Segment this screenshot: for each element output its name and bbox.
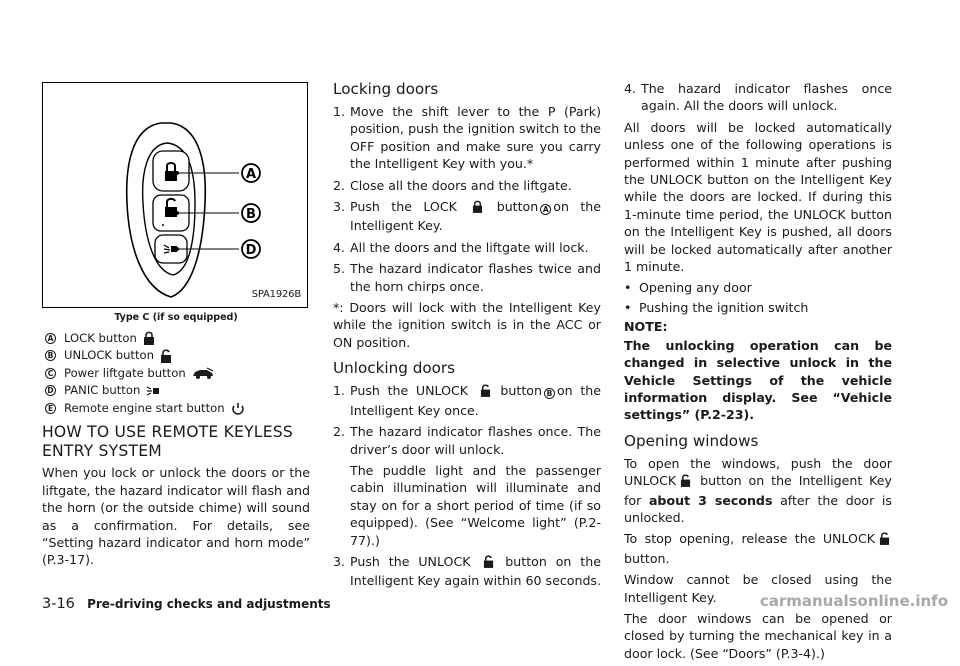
section-heading-remote-keyless: HOW TO USE REMOTE KEYLESS ENTRY SYSTEM: [42, 423, 293, 461]
column-right: [624, 80, 892, 666]
watermark: carmanualsonline.info: [759, 592, 948, 610]
legend-marker-c: C: [45, 368, 56, 379]
unlocking-step-1: 1. Push the UNLOCK button B on the Intelligent Key once.: [333, 383, 601, 418]
legend-label: UNLOCK button: [64, 348, 154, 363]
key-fob-figure: [42, 82, 308, 308]
legend-label: PANIC button: [64, 383, 141, 398]
figure-id: SPA1926B: [251, 288, 301, 300]
unlock-icon: [680, 474, 691, 491]
column-left: [42, 82, 310, 573]
windows-paragraph-2: To stop opening, release the UNLOCK button.: [624, 530, 892, 567]
unlocking-step-4: 4. The hazard indicator flashes once again. All the doors will unlock.: [624, 81, 892, 114]
locking-step-3: 3. Push the LOCK button A on the Intelligent Key.: [333, 199, 601, 234]
opening-windows-title: Opening windows: [624, 431, 759, 450]
callout-d: [242, 240, 260, 258]
locking-footnote: *: Doors will lock with the Intelligent Key while the ignition switch is in the ACC or ON position.: [333, 300, 601, 350]
legend-marker-a: A: [45, 333, 56, 344]
unlock-icon: [483, 555, 494, 572]
legend-item-unlock: [42, 347, 310, 365]
marker-b: B: [544, 388, 555, 399]
locking-doors-title: Locking doors: [333, 80, 439, 98]
list-item: • Opening any door: [624, 280, 752, 296]
legend-item-remote-start: [42, 400, 310, 418]
section-title: Pre-driving checks and adjustments: [87, 597, 331, 611]
unlocking-step-2-detail: The puddle light and the passenger cabin illumination will illuminate and stay on for a short period of time (if so equipped). (See “Welcome light” (P.2-77).): [350, 462, 601, 548]
legend-marker-d: D: [45, 385, 56, 396]
unlock-icon: [160, 349, 172, 363]
legend-item-lock: [42, 329, 310, 347]
unlock-icon: [480, 384, 491, 401]
unlocking-step-3: 3. Push the UNLOCK button on the Intelligent Key again within 60 seconds.: [333, 553, 602, 589]
remote-start-icon: [231, 402, 245, 416]
remote-keyless-paragraph: When you lock or unlock the doors or the liftgate, the hazard indicator will flash and the horn (or the outside chime) will sound as a confirmation. For details, see “Setting hazard indicator and horn mode” (P.3-17).: [42, 465, 310, 568]
marker-a: A: [540, 204, 551, 215]
column-middle: [333, 80, 601, 594]
svg-text:D: D: [245, 243, 257, 258]
legend-item-power-liftgate: [42, 365, 310, 383]
svg-text:B: B: [246, 207, 256, 222]
lock-icon: [472, 200, 483, 217]
locking-step-1: 1. Move the shift lever to the P (Park) position, push the ignition switch to the OFF position and make sure you carry the Intelligent Key with you.*: [333, 104, 601, 172]
windows-paragraph-4: The door windows can be opened or closed by turning the mechanical key in a door lock. (See “Doors” (P.3-4).): [624, 610, 892, 661]
legend-marker-b: B: [45, 350, 56, 361]
legend-label: LOCK button: [64, 330, 137, 345]
windows-paragraph-1: To open the windows, push the door UNLOCK button on the Intelligent Key for about 3 seconds after the door is unlocked.: [624, 455, 892, 525]
figure-caption: Type C (if so equipped): [114, 312, 238, 323]
key-fob-illustration: [43, 83, 307, 307]
panic-horn-icon: [146, 385, 160, 397]
lock-icon: [143, 331, 155, 345]
legend-label: Power liftgate button: [64, 365, 186, 380]
locking-step-5: 5. The hazard indicator flashes twice and the horn chirps once.: [333, 261, 601, 294]
unlocking-step-2: 2. The hazard indicator flashes once. The driver’s door will unlock.: [333, 424, 601, 457]
page-number: 3-16: [42, 596, 75, 612]
callout-a: [242, 164, 260, 182]
svg-text:A: A: [245, 167, 257, 182]
locking-step-2: 2. Close all the doors and the liftgate.: [333, 177, 572, 193]
locking-step-4: 4. All the doors and the liftgate will lock.: [333, 239, 589, 255]
legend-label: Remote engine start button: [64, 400, 225, 415]
legend-marker-e: E: [45, 403, 56, 414]
page-footer: [42, 596, 331, 612]
unlock-icon: [879, 532, 890, 549]
note-text: The unlocking operation can be changed in selective unlock in the Vehicle Settings of the vehicle information display. See “Vehicle settings” (P.2-23).: [624, 337, 892, 423]
legend-item-panic: [42, 382, 310, 400]
list-item: • Pushing the ignition switch: [624, 299, 809, 315]
note-label: NOTE:: [624, 319, 668, 335]
callout-b: [242, 204, 260, 222]
auto-lock-paragraph: All doors will be locked automatically unless one of the following operations is performed within 1 minute after pushing the UNLOCK button on the Intelligent Key while the doors are locked. If during this 1-minute time period, the UNLOCK button on the Intelligent Key is pushed, all doors will be locked automatically after another 1 minute.: [624, 119, 892, 275]
windows-paragraph-3: Window cannot be closed using the Intelligent Key.: [624, 572, 892, 605]
unlocking-doors-title: Unlocking doors: [333, 359, 456, 378]
car-liftgate-icon: [192, 367, 214, 379]
